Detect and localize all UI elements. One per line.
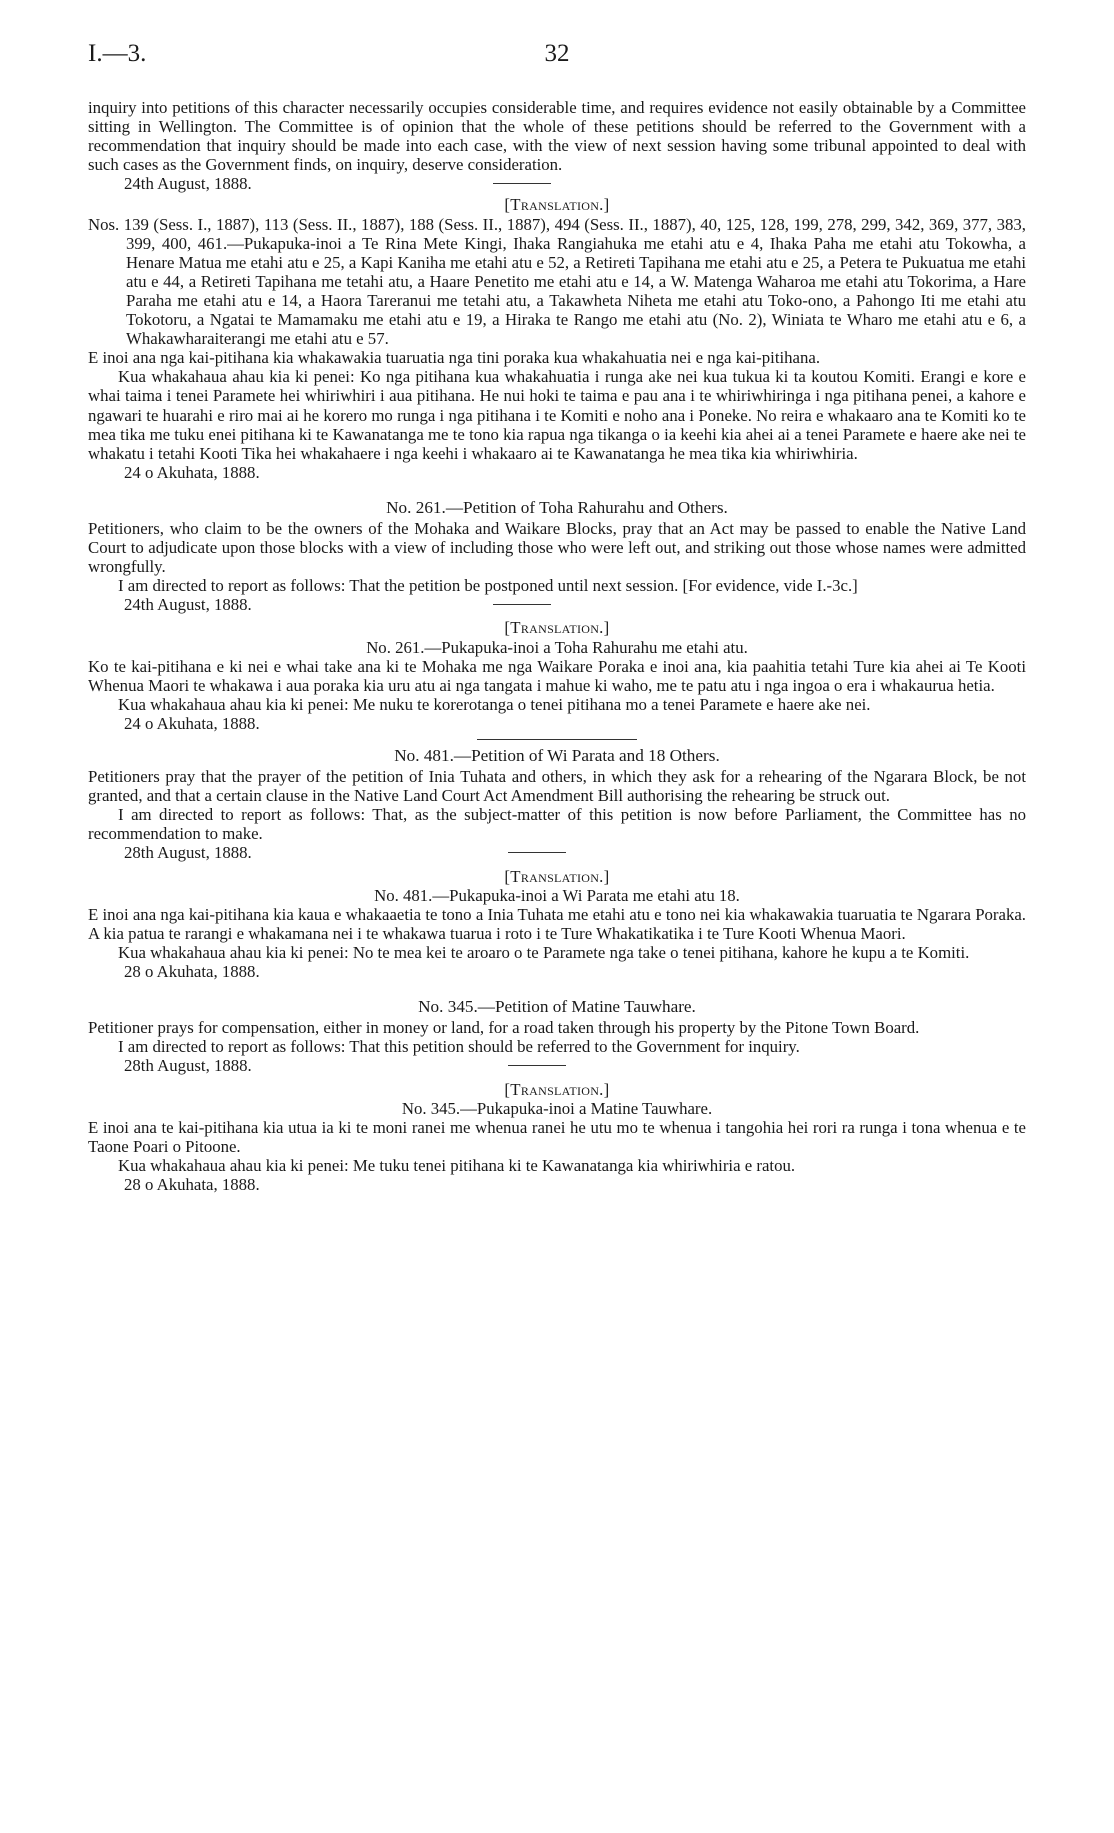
section-divider (508, 852, 566, 853)
page-header (88, 40, 1026, 80)
petition-261-maori-heading: No. 261.—Pukapuka-inoi a Toha Rahurahu me etahi atu. (366, 637, 748, 657)
petition-481-maori-body: E inoi ana nga kai-pitihana kia kaua e whakaaetia te tono a Inia Tuhata me etahi atu e tono nei kia whakawakia tuaruatia te Ngarara Poraka. A kia patua te rarangi e whakamana nei i te whakawa tuarua i roto i te Ture Whakatikatika i te Ture Kooti Whenua Maori. (88, 904, 1026, 943)
petition-261-body: Petitioners, who claim to be the owners of the Mohaka and Waikare Blocks, pray that an Act may be passed to enable the Native Land Court to adjudicate upon those blocks with a view of including those who were left out, and striking out those whose names were admitted wrongfully. (88, 518, 1026, 577)
translation-label: [Translation.] (504, 195, 610, 215)
petition-345-body: Petitioner prays for compensation, either in money or land, for a road taken through his property by the Pitone Town Board. (88, 1018, 920, 1038)
section-divider (477, 739, 637, 740)
petition-345-heading: No. 345.—Petition of Matine Tauwhare. (418, 997, 696, 1017)
translation-label: [Translation.] (504, 1079, 610, 1099)
section-divider (493, 183, 551, 184)
petition-345-maori-body: E inoi ana te kai-pitihana kia utua ia ki te moni ranei me whenua ranei he utu mo te whenua i tangohia hei rori ra runga i tona whenua e te Taone Poari o Pitoone. (88, 1117, 1026, 1156)
petition-261-maori-body: Ko te kai-pitihana e ki nei e whai take ana ki te Mohaka me nga Waikare Poraka e inoi ana, kia paahitia tetahi Ture kia ahei ai Te Kooti Whenua Maori te whakawa i aua poraka kia uru atu ai nga tangata i mahue ki waho, me te patu atu i nga ingoa o era i whakaurua hetia. (88, 656, 1026, 695)
intro-petition-list: Nos. 139 (Sess. I., 1887), 113 (Sess. II., 1887), 188 (Sess. II., 1887), 494 (Sess. II., 1887), 40, 125, 128, 199, 278, 299, 342, 369, 377, 383, 399, 400, 461.—Pukapuka-inoi a Te Rina Mete Kingi, Ihaka Rangiahuka me etahi atu e 4, Ihaka Paha me etahi atu Tokowha, a Henare Matua me etahi atu e 25, a Kapi Kaniha me etahi atu e 52, a Retireti Tapihana me etahi atu e 25, a Petera te Pukuatua me etahi atu e 44, a Retireti Tapihana me tetahi atu, a Haare Penetito me etahi atu e 14, a W. Matenga Waharoa me etahi atu Tokorima, a Hare Paraha me etahi atu e 14, a Haora Tareranui me tetahi atu, a Takawheta Niheta me etahi atu Toko-ono, a Pahongo Iti me etahi atu Tokotoru, a Ngatai te Mamamaku me etahi atu e 19, a Hiraka te Rango me etahi atu (No. 2), Winiata te Wharo me etahi atu e 6, a Whakawharaiterangi me etahi atu e 57. (88, 214, 1026, 349)
petition-261-maori-date: 24 o Akuhata, 1888. (124, 713, 260, 733)
petition-261-date-row (88, 595, 1026, 614)
translation-label: [Translation.] (504, 866, 610, 886)
section-divider (493, 604, 551, 605)
intro-maori-paragraph-1: E inoi ana nga kai-pitihana kia whakawakia tuaruatia nga tini poraka kua whakahuatia nei e nga kai-pitihana. (88, 348, 821, 368)
intro-paragraph: inquiry into petitions of this character necessarily occupies considerable time, and requires evidence not easily obtainable by a Committee sitting in Wellington. The Committee is of opinion that the whole of these petitions should be referred to the Government with a recommendation that inquiry should be made into each case, with the view of next session having some tribunal appointed to deal with such cases as the Government finds, on inquiry, deserve consideration. (88, 98, 1026, 175)
petition-345-maori-heading: No. 345.—Pukapuka-inoi a Matine Tauwhare. (401, 1098, 713, 1118)
intro-maori-paragraph-2: Kua whakahaua ahau kia ki penei: Ko nga pitihana kua whakahuatia i runga ake nei kua tukua ki ta koutou Komiti. Erangi e kore e whai taima i tenei Paramete hei whiriwhiri i aua pitihana. He nui hoki te taima e pau ana i te whiriwhiringa i nga pitihana penei, a kahore e ngawari te huarahi e riro mai ai he korero mo runga i nga pitihana i te Komiti e noho ana i Poneke. No reira e whakaaro ana te Komiti ko te mea tika me tuku enei pitihana ki te Kawanatanga me te tono kia rapua nga tikanga o ia keehi kia ahei ai a tenei Paramete e haere ake nei te whakatu i tetahi Kooti Tika hei whakahaere i nga keehi i whakaaro ai te Kawanatanga he mea tika kia whiriwhiria. (88, 367, 1026, 463)
petition-481-body: Petitioners pray that the prayer of the petition of Inia Tuhata and others, in which they ask for a rehearing of the Ngarara Block, be not granted, and that a certain clause in the Native Land Court Act Amendment Bill authorising the rehearing be struck out. (88, 767, 1026, 806)
petition-481-maori-date: 28 o Akuhata, 1888. (124, 962, 260, 982)
petition-261-report: I am directed to report as follows: That the petition be postponed until next session. [For evidence, vide I.-3c.] (118, 576, 858, 596)
petition-261-heading: No. 261.—Petition of Toha Rahurahu and Others. (386, 497, 728, 517)
section-divider (508, 1065, 566, 1066)
page-content (88, 98, 1026, 1194)
petition-345-report: I am directed to report as follows: That this petition should be referred to the Government for inquiry. (118, 1037, 800, 1057)
translation-label: [Translation.] (504, 618, 610, 638)
petition-345-date: 28th August, 1888. (124, 1056, 252, 1076)
document-series: I.—3. (88, 40, 147, 67)
petition-345-maori-report: Kua whakahaua ahau kia ki penei: Me tuku tenei pitihana ki te Kawanatanga kia whiriwhiria e ratou. (118, 1155, 796, 1175)
petition-345-maori-date: 28 o Akuhata, 1888. (124, 1174, 260, 1194)
petition-261-maori-report: Kua whakahaua ahau kia ki penei: Me nuku te korerotanga o tenei pitihana mo a tenei Paramete e haere ake nei. (118, 694, 871, 714)
petition-481-date: 28th August, 1888. (124, 843, 252, 863)
petition-481-report: I am directed to report as follows: That, as the subject-matter of this petition is now before Parliament, the Committee has no recommendation to make. (88, 805, 1026, 844)
intro-maori-date: 24 o Akuhata, 1888. (124, 462, 260, 482)
petition-481-date-row (88, 843, 1026, 862)
petition-345-date-row (88, 1056, 1026, 1075)
intro-date-row (88, 174, 1026, 193)
intro-date: 24th August, 1888. (124, 174, 252, 194)
petition-481-heading: No. 481.—Petition of Wi Parata and 18 Others. (394, 746, 720, 765)
petition-481-maori-report: Kua whakahaua ahau kia ki penei: No te mea kei te aroaro o te Paramete nga take o tenei pitihana, kahore he kupu a te Komiti. (118, 942, 970, 962)
page-number: 32 (544, 40, 570, 67)
petition-481-maori-heading: No. 481.—Pukapuka-inoi a Wi Parata me etahi atu 18. (374, 885, 740, 905)
petition-261-date: 24th August, 1888. (124, 595, 252, 615)
